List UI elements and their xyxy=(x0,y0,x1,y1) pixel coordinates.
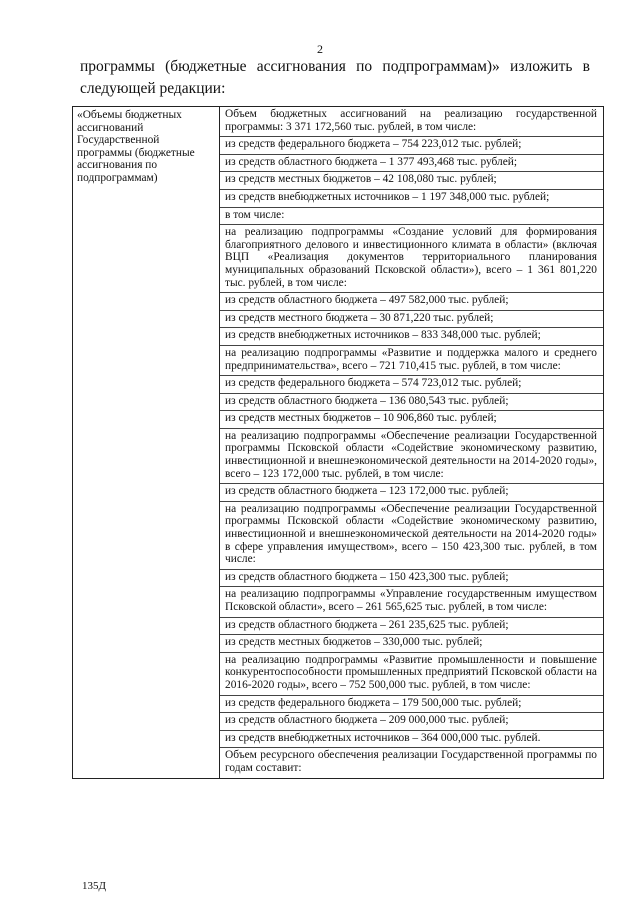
paragraph: из средств областного бюджета – 150 423,300 тыс. рублей; xyxy=(220,570,603,588)
intro-text xyxy=(80,56,590,100)
paragraph: из средств областного бюджета – 497 582,000 тыс. рублей; xyxy=(220,293,603,311)
paragraph: из средств местных бюджетов – 330,000 тыс. рублей; xyxy=(220,635,603,653)
paragraph: на реализацию подпрограммы «Развитие и поддержка малого и среднего предпринимательства», всего – 721 710,415 тыс. рублей, в том числе: xyxy=(220,346,603,376)
intro-line-1: программы (бюджетные ассигнования по подпрограммам)» изложить в xyxy=(80,58,590,75)
paragraph: Объем бюджетных ассигнований на реализацию государственной программы: 3 371 172,560 тыс. рублей, в том числе: xyxy=(220,107,603,137)
paragraph: из средств местных бюджетов – 42 108,080 тыс. рублей; xyxy=(220,172,603,190)
paragraph: из средств местного бюджета – 30 871,220 тыс. рублей; xyxy=(220,311,603,329)
paragraph: на реализацию подпрограммы «Обеспечение реализации Государственной программы Псковской области «Содействие экономическому развитию, инвестиционной и внешнеэкономической деятельности на 2014-2020 годы» в сфере управления имуществом», всего – 150 423,300 тыс. рублей, в том числе: xyxy=(220,502,603,570)
paragraph: из средств федерального бюджета – 179 500,000 тыс. рублей; xyxy=(220,696,603,714)
paragraph: из средств местных бюджетов – 10 906,860 тыс. рублей; xyxy=(220,411,603,429)
paragraph: из средств внебюджетных источников – 364 000,000 тыс. рублей. xyxy=(220,731,603,749)
intro-line-2: следующей редакции: xyxy=(80,80,226,97)
paragraph: в том числе: xyxy=(220,208,603,226)
paragraph: на реализацию подпрограммы «Создание условий для формирования благоприятного делового и инвестиционного климата в области» (включая ВЦП «Реализация документов территориального планирования муниципальных образований Псковской области»), всего – 1 361 801,220 тыс. рублей, в том числе: xyxy=(220,225,603,293)
table-row xyxy=(73,107,604,779)
paragraph: Объем ресурсного обеспечения реализации Государственной программы по годам составит: xyxy=(225,749,597,774)
paragraph: на реализацию подпрограммы «Управление государственным имуществом Псковской области», всего – 261 565,625 тыс. рублей, в том числе: xyxy=(220,587,603,617)
page-number: 2 xyxy=(317,42,323,56)
paragraph: из средств областного бюджета – 209 000,000 тыс. рублей; xyxy=(220,713,603,731)
table-content-cell xyxy=(220,107,604,779)
paragraph: из средств областного бюджета – 1 377 493,468 тыс. рублей; xyxy=(220,155,603,173)
paragraph: из средств областного бюджета – 261 235,625 тыс. рублей; xyxy=(220,618,603,636)
paragraph: на реализацию подпрограммы «Развитие промышленности и повышение конкурентоспособности промышленных предприятий Псковской области на 2016-2020 годы», всего – 752 500,000 тыс. рублей, в том числе: xyxy=(220,653,603,696)
paragraph: из средств областного бюджета – 123 172,000 тыс. рублей; xyxy=(220,484,603,502)
document-code: 135Д xyxy=(82,880,107,892)
paragraph: из средств федерального бюджета – 754 223,012 тыс. рублей; xyxy=(220,137,603,155)
budget-table xyxy=(72,106,604,779)
paragraph: из средств внебюджетных источников – 1 197 348,000 тыс. рублей; xyxy=(220,190,603,208)
paragraph: из средств внебюджетных источников – 833 348,000 тыс. рублей; xyxy=(220,328,603,346)
paragraph: из средств федерального бюджета – 574 723,012 тыс. рублей; xyxy=(220,376,603,394)
paragraph: из средств областного бюджета – 136 080,543 тыс. рублей; xyxy=(220,394,603,412)
paragraph: на реализацию подпрограммы «Обеспечение реализации Государственной программы Псковской области «Содействие экономическому развитию, инвестиционной и внешнеэкономической деятельности на 2014-2020 годы», всего – 123 172,000 тыс. рублей, в том числе: xyxy=(220,429,603,484)
table-label-cell: «Объемы бюджетных ассигнований Государственной программы (бюджетные ассигнования по подпрограммам) xyxy=(73,107,220,779)
